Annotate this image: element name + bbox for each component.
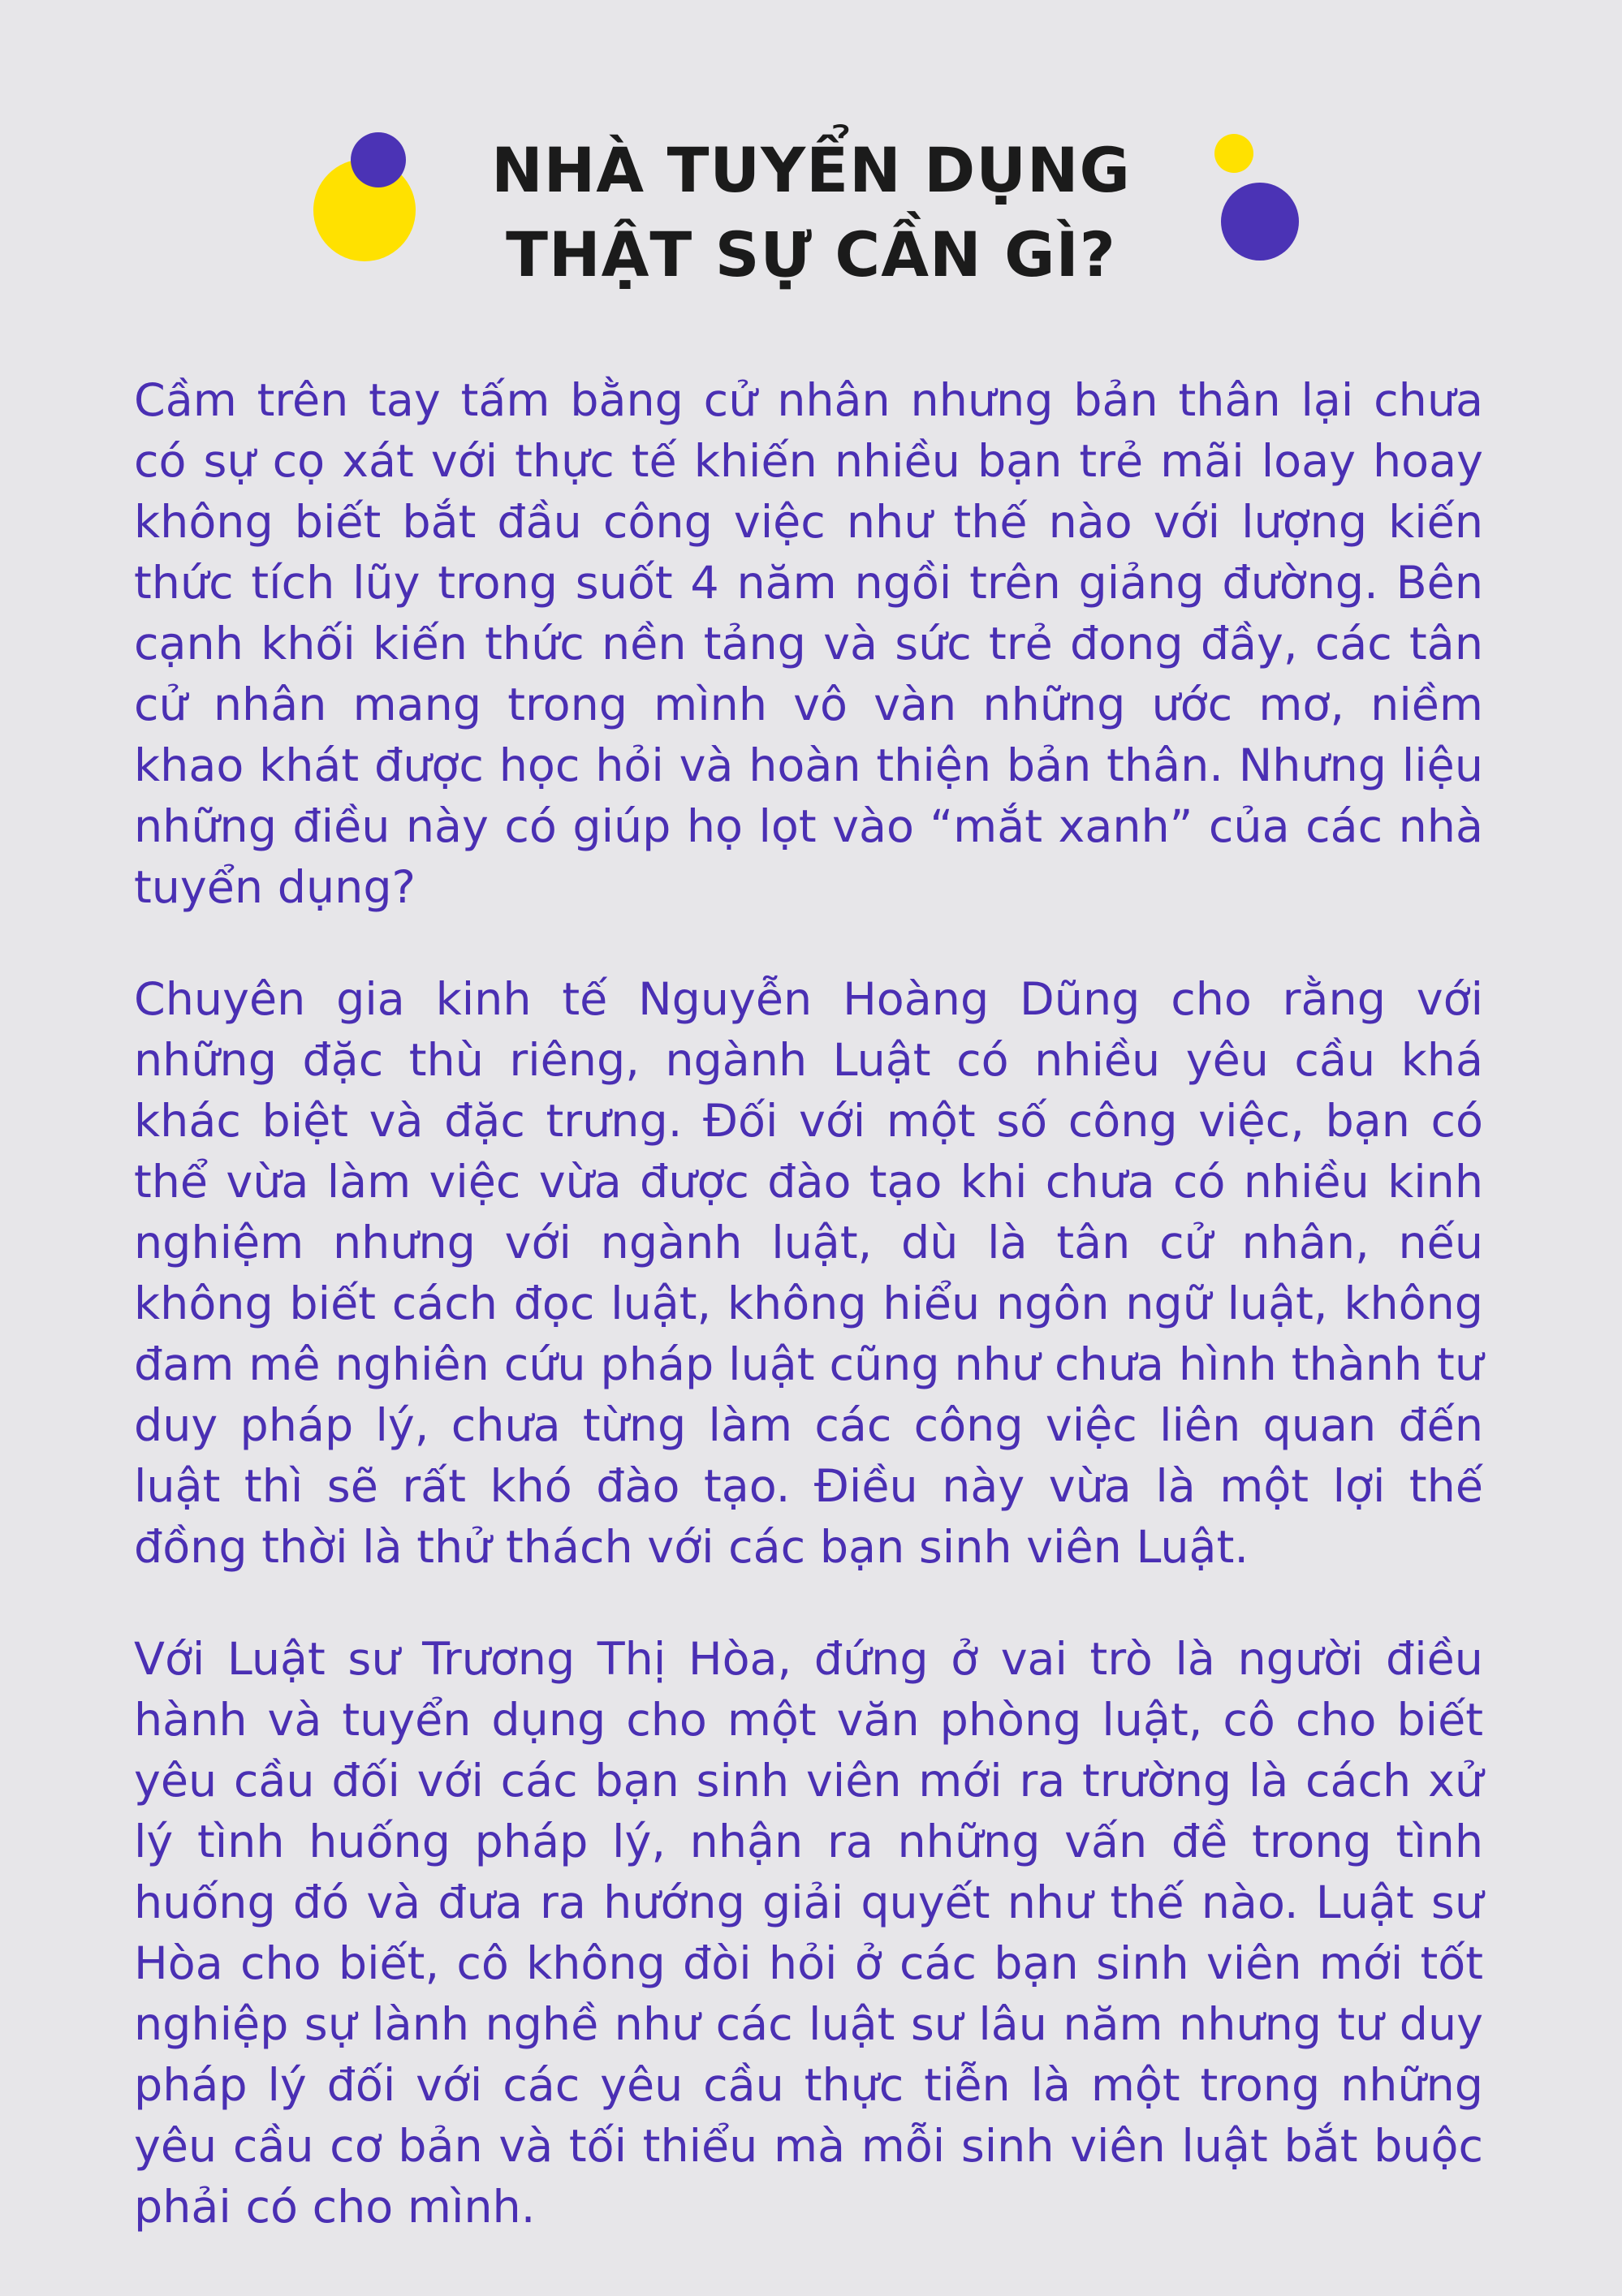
paragraph-3: Với Luật sư Trương Thị Hòa, đứng ở vai trò là người điều hành và tuyển dụng cho một văn phòng luật, cô cho biết yêu cầu đối với các bạn sinh viên mới ra trường là cách xử lý tình huống pháp lý, nhận ra những vấn đề trong tình huống đó và đưa ra hướng giải quyết như thế nào. Luật sư Hòa cho biết, cô không đòi hỏi ở các bạn sinh viên mới tốt nghiệp sự lành nghề như các luật sư lâu năm nhưng tư duy pháp lý đối với các yêu cầu thực tiễn là một trong những yêu cầu cơ bản và tối thiểu mà mỗi sinh viên luật bắt buộc phải có cho mình.: [134, 1633, 1483, 2234]
title-line-1: NHÀ TUYỂN DỤNG: [491, 134, 1131, 206]
article-body: [134, 370, 1483, 2238]
paragraph-2: Chuyên gia kinh tế Nguyễn Hoàng Dũng cho rằng với những đặc thù riêng, ngành Luật có nhiều yêu cầu khá khác biệt và đặc trưng. Đối với một số công việc, bạn có thể vừa làm việc vừa được đào tạo khi chưa có nhiều kinh nghiệm nhưng với ngành luật, dù là tân cử nhân, nếu không biết cách đọc luật, không hiểu ngôn ngữ luật, không đam mê nghiên cứu pháp luật cũng như chưa hình thành tư duy pháp lý, chưa từng làm các công việc liên quan đến luật thì sẽ rất khó đào tạo. Điều này vừa là một lợi thế đồng thời là thử thách với các bạn sinh viên Luật.: [134, 973, 1483, 1574]
page-title: [0, 128, 1622, 297]
paragraph-1: Cầm trên tay tấm bằng cử nhân nhưng bản thân lại chưa có sự cọ xát với thực tế khiến nhiều bạn trẻ mãi loay hoay không biết bắt đầu công việc như thế nào với lượng kiến thức tích lũy trong suốt 4 năm ngồi trên giảng đường. Bên cạnh khối kiến thức nền tảng và sức trẻ đong đầy, các tân cử nhân mang trong mình vô vàn những ước mơ, niềm khao khát được học hỏi và hoàn thiện bản thân. Nhưng liệu những điều này có giúp họ lọt vào “mắt xanh” của các nhà tuyển dụng?: [134, 374, 1483, 914]
title-line-2: THẬT SỰ CẦN GÌ?: [506, 218, 1116, 291]
